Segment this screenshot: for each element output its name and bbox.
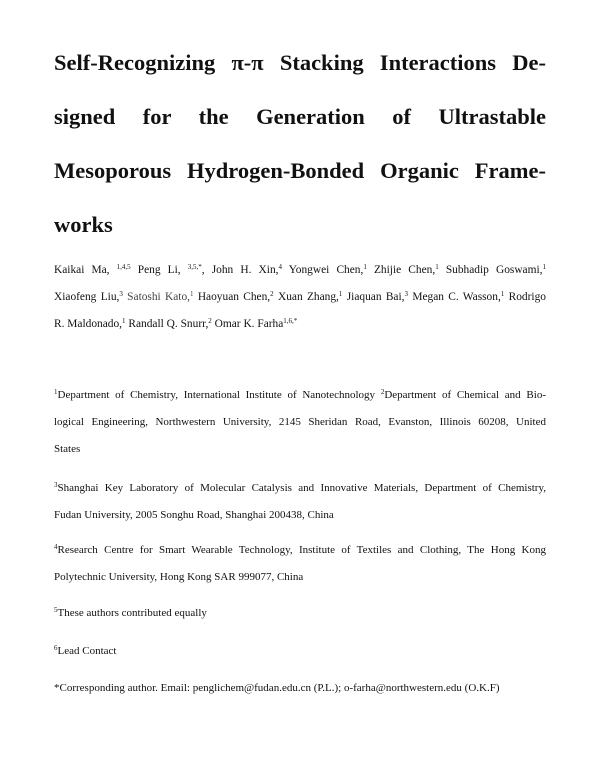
title-word: the <box>198 104 229 129</box>
corresponding-author-note: *Corresponding author. Email: penglichem@fudan.edu.cn (P.L.); o-farha@northwestern.edu (O.K.F) <box>54 682 500 694</box>
affiliation-1-2 <box>54 382 546 463</box>
author: Xuan Zhang,$^1$ <box>277 290 343 303</box>
title-line-3: Mesoporous Hydrogen-Bonded Organic Frame- <box>54 158 546 183</box>
author-list <box>54 257 546 338</box>
author: Subhadip Goswami,$^1$ <box>445 263 546 276</box>
author: Satoshi Kato,$^1$ <box>127 290 194 303</box>
title-word: Generation <box>256 104 365 129</box>
affiliation-line: logical Engineering, Northwestern University, 2145 Sheridan Road, Evanston, Illinois 60208, United <box>54 416 546 428</box>
equal-contribution-note: $^5$These authors contributed equally <box>54 606 207 619</box>
author-line-2 <box>54 284 546 311</box>
affiliation-line: $^1$Department of Chemistry, International Institute of Nanotechnology $^2$Department of Chemical and Bio- <box>54 388 546 401</box>
title-word: signed <box>54 104 116 129</box>
author: Peng Li, $^{3,5,*}$ <box>137 263 202 276</box>
lead-contact-note: $^6$Lead Contact <box>54 644 117 657</box>
title-word: Ultrastable <box>438 104 546 129</box>
title-word: of <box>392 104 412 129</box>
affiliation-line: States <box>54 443 81 455</box>
author: Zhijie Chen,$^1$ <box>373 263 439 276</box>
affiliation-line: Polytechnic University, Hong Kong SAR 999077, China <box>54 571 304 583</box>
affiliation-line: $^3$Shanghai Key Laboratory of Molecular Catalysis and Innovative Materials, Department of Chemistry, <box>54 481 546 494</box>
author: Randall Q. Snurr,$^2$ <box>128 317 212 330</box>
author: Omar K. Farha$^{1,6,*}$ <box>214 317 298 330</box>
author: Kaikai Ma, $^{1,4,5}$ <box>54 263 131 276</box>
affiliation-3 <box>54 475 546 529</box>
author: Rodrigo <box>508 291 546 303</box>
author: Megan C. Wasson,$^1$ <box>412 290 505 303</box>
title-line-4: works <box>54 212 113 237</box>
author: Jiaquan Bai,$^3$ <box>346 290 408 303</box>
affiliation-4 <box>54 537 546 591</box>
author: Haoyuan Chen,$^2$ <box>197 290 274 303</box>
title-line-1: Self-Recognizing π-π Stacking Interactions De- <box>54 50 546 75</box>
affiliation-line: Fudan University, 2005 Songhu Road, Shanghai 200438, China <box>54 509 334 521</box>
affiliation-line: $^4$Research Centre for Smart Wearable Technology, Institute of Textiles and Clothing, The Hong Kong <box>54 543 546 556</box>
author: Yongwei Chen,$^1$ <box>288 263 367 276</box>
author: R. Maldonado,$^1$ <box>54 317 126 330</box>
author: , John H. Xin,$^4$ <box>201 263 282 276</box>
title-word: for <box>142 104 172 129</box>
paper-title <box>54 36 546 252</box>
author: Xiaofeng Liu,$^3$ <box>54 290 123 303</box>
author-line-1 <box>54 257 546 284</box>
title-line-2 <box>54 90 546 144</box>
author-line-3 <box>54 311 546 338</box>
